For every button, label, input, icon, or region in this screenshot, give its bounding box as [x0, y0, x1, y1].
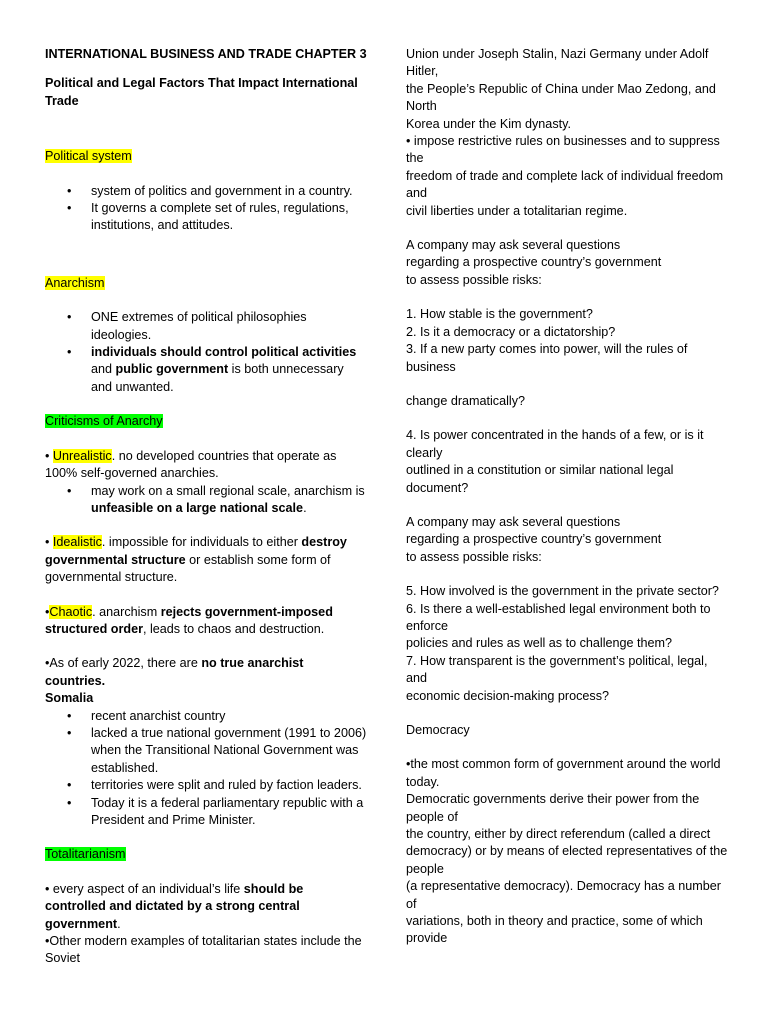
text-line: A company may ask several questions — [406, 238, 621, 253]
question-line: 6. Is there a well-established legal environment both to enforce — [406, 601, 711, 633]
anarchist-countries-paragraph: •As of early 2022, there are no true anarchist countries. — [45, 656, 304, 688]
chaotic-paragraph: •Chaotic. anarchism rejects government-imposed structured order, leads to chaos and destruction. — [45, 604, 333, 636]
list-item: • individuals should control political activities and public government is both unnecessary and unwanted. — [45, 344, 367, 396]
unrealistic-paragraph: • Unrealistic. no developed countries that operate as 100% self-governed anarchies. — [45, 448, 337, 481]
question-line: policies and rules as well as to challenge them? — [406, 636, 673, 651]
text-line: civil liberties under a totalitarian regime. — [406, 203, 628, 218]
text-line: the country, either by direct referendum (called a direct — [406, 827, 711, 842]
heading-criticisms: Criticisms of Anarchy — [45, 414, 163, 429]
text-line: variations, both in theory and practice, some of which provide — [406, 914, 703, 946]
text-line: •the most common form of government around the world today. — [406, 757, 721, 789]
question-line: outlined in a constitution or similar national legal document? — [406, 463, 674, 495]
text-line: Korea under the Kim dynasty. — [406, 116, 571, 131]
text-line: regarding a prospective country’s government — [406, 255, 662, 270]
idealistic-paragraph: • Idealistic. impossible for individuals to either destroy governmental structure or establish some form of governmental structure. — [45, 535, 347, 585]
text-line: the People’s Republic of China under Mao Zedong, and North — [406, 81, 716, 114]
question-line: change dramatically? — [406, 393, 526, 408]
list-item: • ONE extremes of political philosophies ideologies. — [45, 309, 367, 344]
question-line: 1. How stable is the government? — [406, 307, 593, 322]
text-line: • impose restrictive rules on businesses and to suppress the — [406, 134, 720, 166]
list-item: • It governs a complete set of rules, regulations, institutions, and attitudes. — [45, 200, 367, 235]
left-column — [45, 46, 367, 968]
question-line: 4. Is power concentrated in the hands of a few, or is it clearly — [406, 428, 704, 460]
somalia-list — [45, 708, 367, 830]
text-line: Union under Joseph Stalin, Nazi Germany under Adolf Hitler, — [406, 47, 709, 79]
text-line: to assess possible risks: — [406, 549, 542, 564]
totalitarian-examples-paragraph: •Other modern examples of totalitarian states include the Soviet — [45, 934, 362, 966]
list-item: • may work on a small regional scale, anarchism is unfeasible on a large national scale. — [45, 483, 367, 518]
heading-democracy: Democracy — [406, 723, 470, 737]
unrealistic-list — [45, 483, 367, 518]
list-item: • lacked a true national government (1991 to 2006) when the Transitional National Government was established. — [45, 725, 367, 777]
text-line: (a representative democracy). Democracy has a number of — [406, 879, 721, 911]
list-item: • territories were split and ruled by faction leaders. — [45, 777, 367, 794]
heading-political-system: Political system — [45, 149, 132, 164]
anarchism-list — [45, 309, 367, 396]
document-title: INTERNATIONAL BUSINESS AND TRADE CHAPTER 3 — [45, 47, 367, 61]
right-column — [406, 46, 728, 948]
text-line: A company may ask several questions — [406, 514, 621, 529]
text-line: to assess possible risks: — [406, 272, 542, 287]
list-item: • Today it is a federal parliamentary republic with a President and Prime Minister. — [45, 795, 367, 830]
political-system-list — [45, 183, 367, 235]
question-line: 3. If a new party comes into power, will the rules of business — [406, 342, 688, 374]
question-line: 5. How involved is the government in the private sector? — [406, 584, 719, 599]
document-subtitle: Political and Legal Factors That Impact International Trade — [45, 76, 358, 108]
list-item: • system of politics and government in a country. — [45, 183, 367, 200]
heading-anarchism: Anarchism — [45, 275, 105, 290]
somalia-label: Somalia — [45, 691, 94, 706]
question-line: economic decision-making process? — [406, 688, 609, 703]
text-line: regarding a prospective country’s government — [406, 532, 662, 547]
text-line: freedom of trade and complete lack of individual freedom and — [406, 168, 724, 201]
text-line: democracy) or by means of elected representatives of the people — [406, 844, 728, 876]
heading-totalitarianism: Totalitarianism — [45, 847, 126, 862]
totalitarianism-paragraph: • every aspect of an individual’s life should be controlled and dictated by a strong central government. — [45, 881, 304, 931]
question-line: 7. How transparent is the government’s political, legal, and — [406, 653, 708, 686]
text-line: Democratic governments derive their power from the people of — [406, 792, 700, 824]
list-item: • recent anarchist country — [45, 708, 367, 725]
question-line: 2. Is it a democracy or a dictatorship? — [406, 324, 616, 339]
